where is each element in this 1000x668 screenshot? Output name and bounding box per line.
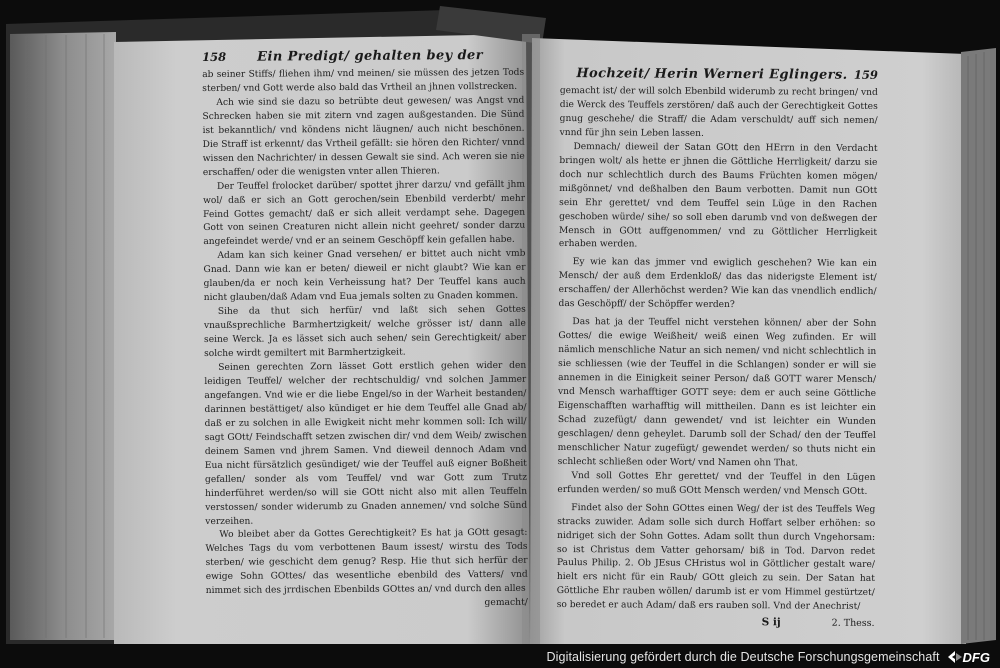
- catchword: gemacht/: [484, 596, 528, 609]
- right-page: [556, 66, 878, 658]
- paragraph: Demnach/ dieweil der Satan GOtt den HErrn in den Verdacht bringen wolt/ als hette er jhnen die Göttliche Herrligkeit/ darzu sie doch nur schlechtlich durch des Baums Früchten komen mögen/ mißgönnet/ vnd deßhalben den Baum verbotten. Damit nun GOtt sein Ehr gerettet/ vnd dem Teuffel sein Lüge in den Rachen geschoben würde/ sihe/ so soll eben darumb vnd von deßwegen der Mensch in GOtt auffgenommen/ vnd zu Göttlicher Herrligkeit erhaben werden.: [558, 141, 878, 250]
- paragraph: Das hat ja der Teuffel nicht verstehen können/ aber der Sohn Gottes/ die ewige Weißheit/ weiß einen Weg zufinden. Er will nämlich menschliche Natur an sich nemen/ vnd nicht schlechtlich in sie schliessen (wie der Teuffel in die Schlangen) sonder er will sie annemen in die Einigkeit seiner Person/ daß GOTT warer Mensch/ vnd Mensch warhafftiger GOTT seye: dem er auch seine Göttliche Eigenschafften warhafftig will mittheilen. Dann es ist leichter ein Schad zuzefügt/ dann gewendet/ vnd ist leichter ein Wunden geschlagen/ denn geheylet. Darumb soll der Schad/ den der Teuffel menschlicher Natur zugefügt/ gewendet werden/ so thuts nicht ein schlecht schließen oder Wort/ vnd Namen ohn That.: [557, 317, 877, 469]
- paragraph: Sihe da thut sich herfür/ vnd laßt sich sehen Gottes vnaußsprechliche Barmhertzigkeit/ welche grösser ist/ dann alle seine Werck. Ja es lässet sich auch sehen/ sein Gerechtigkeit/ aber solche wirdt gemiltert mit Barmhertzigkeit.: [203, 304, 527, 360]
- credit-bar: [0, 646, 1000, 668]
- left-page-header: [202, 48, 524, 65]
- running-head: Ein Predigt/ gehalten bey der: [257, 48, 484, 65]
- left-page: [202, 48, 528, 640]
- right-page-header: [560, 66, 878, 83]
- dfg-logo-icon: [948, 651, 962, 663]
- funding-credit: Digitalisierung gefördert durch die Deutsche Forschungsgemeinschaft: [546, 650, 940, 664]
- paragraph: Wo bleibet aber da Gottes Gerechtigkeit? Es hat ja GOtt gesagt: Welches Tags du vom verbottenen Baum issest/ wirstu des Tods sterben/ wie geschicht dem genug? Resp. Hie thut sich herfür der ewige Sohn GOttes/ das wesentliche ebenbild des Vatters/ vnd nimmet sich des jrrdischen Ebenbilds GOttes an/ vnd durch den alles: [205, 528, 528, 597]
- catchword: 2. Thess.: [831, 617, 875, 630]
- paragraph: ab seiner Stiffs/ fliehen ihm/ vnd meinen/ sie müssen des jetzen Tods sterben/ vnd Gott werde also bald das Vrtheil an jhnen vollstrecken.: [202, 67, 525, 94]
- paragraph: Ach wie sind sie dazu so betrübte deut gewesen/ was Angst vnd Schrecken haben sie mit zitern vnd zagen außgestanden. Die Sünd ist bekanntlich/ vnd köndens nicht läugnen/ auch nicht beschönen. Die Straff ist erkennt/ das Vrtheil gefällt: sie hören den Richter/ vnnd wissen den Nachrichter/ in dessen Gewalt sie sind. Ach weren sie nie erschaffen/ oder die wenigsten vnter allen Thieren.: [202, 95, 525, 178]
- paragraph: Adam kan sich keiner Gnad versehen/ er bittet auch nicht vmb Gnad. Dann wie kan er beten/ dieweil er nicht glaubt? Wie kan er glauben/da er noch kein Verheissung hat? Der Teuffel kans auch nicht glauben/daß Adam vnd Eua jemals solten zu Gnaden kommen.: [203, 249, 526, 304]
- paragraph: gemacht ist/ der will solch Ebenbild widerumb zu recht bringen/ vnd die Werck des Teuffels zerstören/ daß auch der Gerechtigkeit Gottes gnug geschehe/ die Straff/ die Adam verschuldt/ auff sich nemen/ vnnd für jhn sein Leben lassen.: [559, 85, 878, 139]
- paragraph: Ey wie kan das jmmer vnd ewiglich geschehen? Wie kan ein Mensch/ der auß dem Erdenkloß/ das das niderigste Element ist/ erschaffen/ der Allerhöchst werden? Wie kan das vnendlich endlich/ das Geschöpff/ der Schöpffer werden?: [558, 257, 877, 311]
- paragraph: Findet also der Sohn GOttes einen Weg/ der ist des Teuffels Weg stracks zuwider. Adam solle sich durch Hoffart selber erhöhen: so nidriget sich der Sohn Gottes. Adam sollt thun durch Vngehorsam: so ist Christus dem Vatter gehorsam/ biß in Tod. Darvon redet Paulus Philip. 2. Ob JEsus CHristus wol in Göttlicher gestalt ware/ hielt ers nicht für ein Raub/ GOtt gleich zu sein. Der Satan hat Göttliche Ehr rauben wöllen/ darumb ist er vom Himmel gestürtzet/ so beredet er auch Adam/ daß ers rauben soll. Vnd der Anechrist/: [556, 502, 876, 613]
- paragraph: Seinen gerechten Zorn lässet Gott erstlich gehen wider den leidigen Teuffel/ welcher der rechtschuldig/ vnd solchen Jammer angefangen. Vnd wie er die liebe Engel/so in der Warheit bestanden/ darinnen bestättiget/ also kündiget er hie dem Teuffel alle Gnad ab/ daß er zu solchen in alle Ewigkeit nicht mehr kommen soll: Ich will/ sagt GOtt/ Feindschafft setzen zwischen dir/ vnd dem Weib/ zwischen deinem Samen vnd jhrem Samen. Vnd dieweil dennoch Adam vnd Eua nicht fürsätzlich gesündiget/ wie der Teuffel auß eigner Boßheit gefallen/ sonder als vom Teuffel/ vnd war Gott zum Trutz hinderführet werden/so will sie GOtt nicht also mit allen Teuffeln verstossen/ sonder widerumb zu Gnaden annemen/ vnd solche Sünd verzeihen.: [204, 360, 528, 527]
- page-number: 159: [853, 67, 878, 82]
- page-number: 158: [202, 49, 227, 64]
- dfg-logo-text: DFG: [962, 649, 990, 665]
- paragraph: Vnd soll Gottes Ehr gerettet/ vnd der Teuffel in den Lügen erfunden werden/ so muß GOtt Mensch werden/ vnd Mensch GOtt.: [557, 470, 876, 497]
- paragraph: Der Teuffel frolocket darüber/ spottet jhrer darzu/ vnd gefällt jhm wol/ daß er sich an Gott gerochen/sein Ebenbild verderbt/ mehr Feind Gottes gemacht/ daß er sich alleit verdampt sehe. Dagegen Gott von seinen Creaturen nicht allein nicht geehret/ sonder darzu angefeindet werde/ vnd er an seinem Geschöpff kein gefallen habe.: [203, 179, 526, 248]
- signature-mark: S ij: [761, 616, 781, 629]
- page-footer: [557, 615, 875, 629]
- running-head: Hochzeit/ Herin Werneri Eglingers.: [576, 66, 848, 83]
- dfg-logo: [948, 650, 990, 665]
